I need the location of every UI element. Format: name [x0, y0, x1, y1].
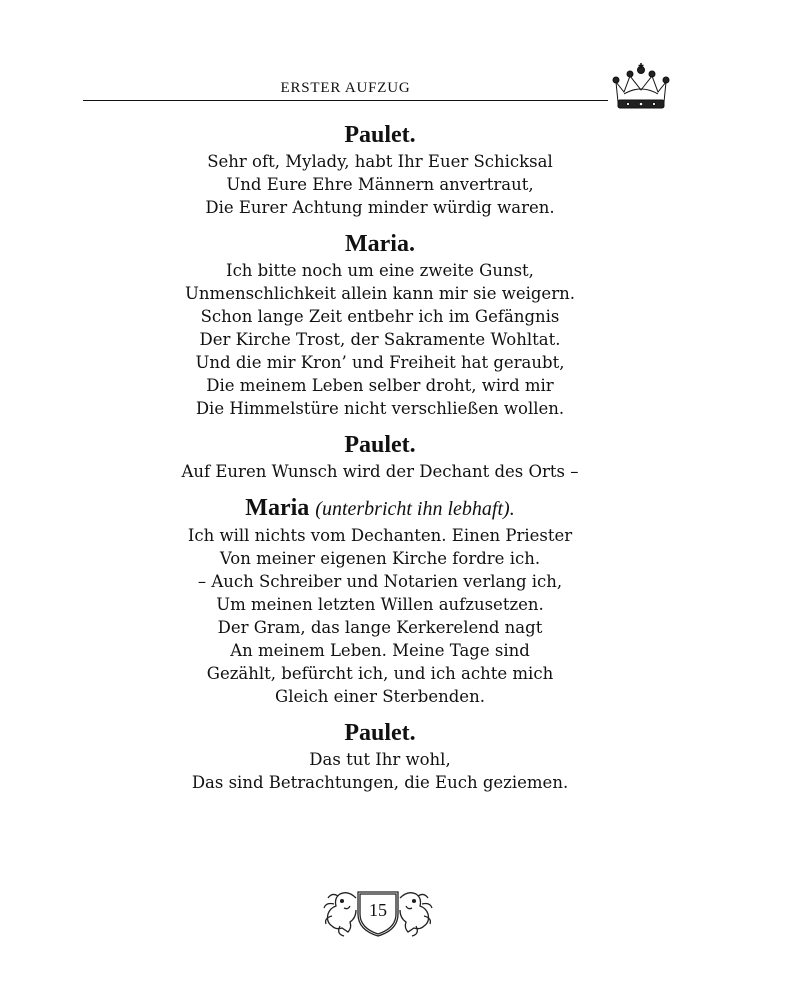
verse-line: Ich will nichts vom Dechanten. Einen Priester — [187, 526, 573, 545]
verse-line: Das tut Ihr wohl, — [309, 750, 451, 769]
drama-text — [100, 120, 660, 804]
verse-line: Das sind Betrachtungen, die Euch geziemen. — [191, 773, 569, 792]
running-head: ERSTER AUFZUG — [83, 78, 608, 101]
verse-lines — [100, 748, 660, 794]
speaker-name: Maria — [245, 495, 310, 521]
verse-line: An meinem Leben. Meine Tage sind — [230, 641, 530, 660]
verse-line: Um meinen letzten Willen aufzusetzen. — [216, 595, 544, 614]
speaker-name: Paulet. — [344, 122, 416, 148]
verse-line: Der Kirche Trost, der Sakramente Wohltat. — [199, 330, 561, 349]
speaker-heading — [100, 493, 660, 524]
page-number: 15 — [369, 900, 387, 920]
verse-line: Die Eurer Achtung minder würdig waren. — [205, 198, 555, 217]
speech-block — [100, 718, 660, 794]
verse-line: – Auch Schreiber und Notarien verlang ich, — [197, 572, 563, 591]
verse-lines — [100, 524, 660, 708]
verse-line: Die meinem Leben selber droht, wird mir — [206, 376, 554, 395]
verse-line: Von meiner eigenen Kirche fordre ich. — [219, 549, 541, 568]
stage-direction: (unterbricht ihn lebhaft). — [315, 498, 515, 520]
verse-lines — [100, 259, 660, 420]
verse-line: Unmenschlichkeit allein kann mir sie weigern. — [185, 284, 575, 303]
verse-line: Die Himmelstüre nicht verschließen wollen. — [195, 399, 565, 418]
verse-lines — [70, 460, 690, 483]
verse-line: Und die mir Kron’ und Freiheit hat geraubt, — [195, 353, 565, 372]
verse-line: Sehr oft, Mylady, habt Ihr Euer Schicksal — [207, 152, 553, 171]
verse-line: Der Gram, das lange Kerkerelend nagt — [217, 618, 543, 637]
speech-block — [100, 120, 660, 219]
speech-block — [100, 229, 660, 420]
speech-block — [100, 430, 660, 483]
verse-line: Und Eure Ehre Männern anvertraut, — [226, 175, 534, 194]
verse-lines — [100, 150, 660, 219]
speech-block — [100, 493, 660, 708]
verse-line: Auf Euren Wunsch wird der Dechant des Orts – — [181, 462, 579, 481]
speaker-name: Paulet. — [344, 432, 416, 458]
verse-line: Schon lange Zeit entbehr ich im Gefängnis — [200, 307, 560, 326]
speaker-name: Paulet. — [344, 720, 416, 746]
verse-line: Gezählt, befürcht ich, und ich achte mich — [206, 664, 554, 683]
verse-line: Ich bitte noch um eine zweite Gunst, — [226, 261, 534, 280]
verse-line: Gleich einer Sterbenden. — [275, 687, 485, 706]
crown-icon — [608, 62, 674, 112]
speaker-name: Maria. — [345, 231, 415, 257]
